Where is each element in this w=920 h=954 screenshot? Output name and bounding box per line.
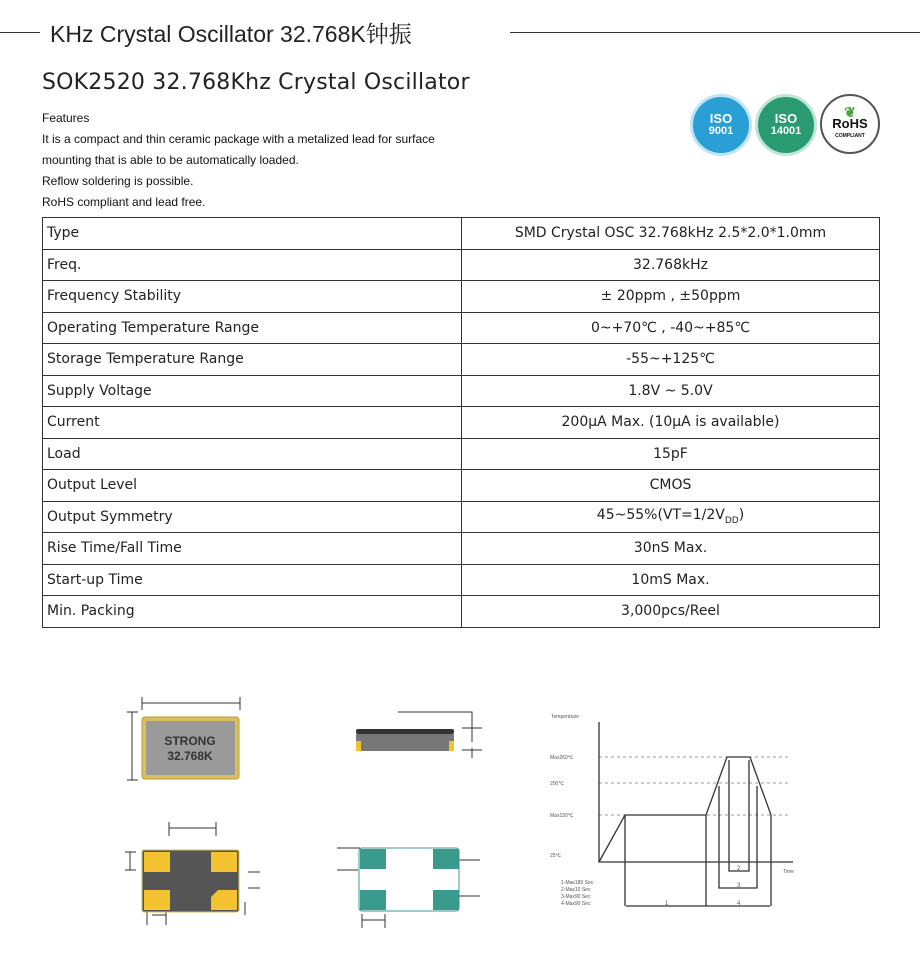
spec-value-text: 15pF: [653, 445, 688, 462]
spec-value-text: 30nS Max.: [633, 540, 708, 557]
spec-table: [42, 217, 880, 628]
rohs-logo: [820, 94, 880, 154]
spec-row: [43, 344, 880, 376]
legend-item: 2-Max10 Sec: [561, 887, 591, 893]
spec-row: [43, 407, 880, 439]
spec-label: Min. Packing: [43, 596, 462, 628]
features-line: Reflow soldering is possible.: [42, 174, 194, 188]
logo-text: RoHS: [832, 116, 868, 131]
spec-value: [462, 470, 880, 502]
spec-value-text: CMOS: [649, 477, 692, 494]
profile-lines: [599, 722, 793, 906]
marker-label: 4: [737, 901, 741, 907]
logo-text: 14001: [770, 125, 802, 137]
features-line: RoHS compliant and lead free.: [42, 195, 206, 209]
header-rule-left: [0, 32, 40, 33]
spec-value: [462, 501, 880, 533]
bottom-view-pads: [125, 822, 260, 925]
spec-value: [462, 218, 880, 250]
spec-value-suffix: ): [738, 507, 745, 524]
spec-value-text: 200μA Max. (10μA is available): [561, 414, 780, 431]
level-label: Max260℃: [550, 755, 574, 761]
spec-row: [43, 470, 880, 502]
spec-label: Output Symmetry: [43, 501, 462, 533]
spec-value: [462, 596, 880, 628]
spec-value-text: 45~55%(VT=1/2V: [596, 507, 725, 524]
legend-item: 4-Max90 Sec: [561, 901, 591, 907]
spec-label: Output Level: [43, 470, 462, 502]
chip-marking: STRONG: [164, 734, 216, 748]
spec-value: [462, 407, 880, 439]
spec-value: [462, 249, 880, 281]
spec-value: [462, 281, 880, 313]
y-axis-label: Temperature: [551, 714, 580, 720]
spec-row: [43, 564, 880, 596]
chip-marking: 32.768K: [167, 749, 213, 763]
spec-row: [43, 249, 880, 281]
level-label: 200℃: [550, 781, 564, 787]
spec-row: [43, 533, 880, 565]
spec-label: Rise Time/Fall Time: [43, 533, 462, 565]
spec-label: Supply Voltage: [43, 375, 462, 407]
spec-row: [43, 501, 880, 533]
features-heading: Features: [42, 111, 90, 125]
features-line: mounting that is able to be automatically loaded.: [42, 153, 299, 167]
logo-text: ISO: [709, 111, 733, 126]
spec-row: [43, 596, 880, 628]
legend-item: 1-Max180 Sec: [561, 880, 594, 886]
spec-value-text: -55~+125℃: [626, 351, 715, 368]
spec-value: [462, 438, 880, 470]
product-title: SOK2520 32.768Khz Crystal Oscillator: [42, 70, 470, 95]
logo-text: 9001: [708, 125, 734, 137]
marker-label: 3: [737, 883, 741, 889]
spec-label: Current: [43, 407, 462, 439]
spec-value: [462, 533, 880, 565]
package-drawings: [100, 680, 500, 940]
marker-label: 1: [665, 901, 669, 907]
marker-label: 2: [737, 866, 741, 872]
spec-row: [43, 375, 880, 407]
spec-value: [462, 312, 880, 344]
spec-value-text: ± 20ppm , ±50ppm: [600, 288, 741, 305]
spec-label: Type: [43, 218, 462, 250]
spec-value-subscript: DD: [724, 516, 739, 527]
spec-value-text: 1.8V ~ 5.0V: [628, 382, 713, 399]
page-title: KHz Crystal Oscillator 32.768K钟振: [50, 21, 412, 47]
level-lines: [599, 757, 790, 815]
logo-text: ISO: [774, 111, 798, 126]
features-line: It is a compact and thin ceramic package with a metalized lead for surface: [42, 132, 435, 146]
spec-value: [462, 564, 880, 596]
spec-value-text: SMD Crystal OSC 32.768kHz 2.5*2.0*1.0mm: [514, 225, 827, 242]
spec-value-text: 0~+70℃ , -40~+85℃: [590, 319, 751, 336]
spec-value-text: 10mS Max.: [631, 571, 710, 588]
spec-label: Freq.: [43, 249, 462, 281]
spec-label: Operating Temperature Range: [43, 312, 462, 344]
features-text: [42, 108, 435, 213]
spec-label: Storage Temperature Range: [43, 344, 462, 376]
spec-value-text: 3,000pcs/Reel: [621, 603, 720, 620]
land-pattern: [337, 848, 480, 928]
spec-value-text: 32.768kHz: [633, 256, 708, 273]
top-view: [127, 697, 240, 780]
level-label: Max150℃: [550, 813, 574, 819]
level-label: 25℃: [550, 853, 562, 859]
spec-row: [43, 438, 880, 470]
side-view: [356, 712, 482, 758]
iso14001-logo: [755, 94, 817, 156]
spec-row: [43, 218, 880, 250]
logo-text: COMPLIANT: [835, 133, 865, 139]
spec-label: Start-up Time: [43, 564, 462, 596]
header-rule-right: [510, 32, 920, 33]
spec-row: [43, 281, 880, 313]
spec-row: [43, 312, 880, 344]
spec-label: Frequency Stability: [43, 281, 462, 313]
iso9001-logo: [690, 94, 752, 156]
legend-item: 3-Max90 Sec: [561, 894, 591, 900]
spec-label: Load: [43, 438, 462, 470]
spec-value: [462, 375, 880, 407]
leaf-icon: ❦: [844, 104, 856, 120]
spec-value: [462, 344, 880, 376]
x-axis-label: Time: [783, 869, 794, 875]
